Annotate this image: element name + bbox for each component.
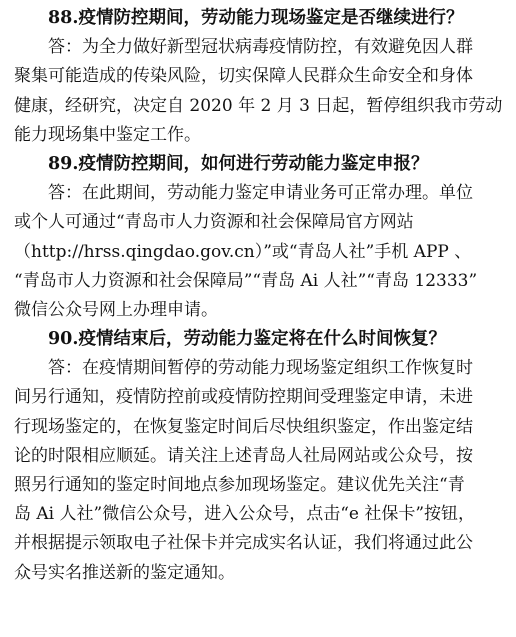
answer-line: 答：为全力做好新型冠状病毒疫情防控，有效避免因人群 (48, 37, 473, 58)
answer-line: 答：在疫情期间暂停的劳动能力现场鉴定组织工作恢复时 (48, 358, 473, 379)
answer-line: “青岛市人力资源和社会保障局”“青岛 Ai 人社”“青岛 12333” (14, 270, 478, 291)
answer-line: 间另行通知，疫情防控前或疫情防控期间受理鉴定申请，未进 (14, 387, 473, 408)
answer-line: 微信公众号网上办理申请。 (14, 299, 218, 320)
answer-line: 答：在此期间，劳动能力鉴定申请业务可正常办理。单位 (48, 183, 473, 204)
question-heading: 90.疫情结束后，劳动能力鉴定将在什么时间恢复？ (48, 329, 446, 350)
qa-89 (14, 150, 502, 325)
answer-line: 岛 Ai 人社”微信公众号，进入公众号，点击“e 社保卡”按钮， (14, 504, 476, 525)
answer-line: 论的时限相应顺延。请关注上述青岛人社局网站或公众号，按 (14, 445, 473, 466)
question-heading: 88.疫情防控期间，劳动能力现场鉴定是否继续进行？ (48, 8, 464, 28)
answer-line: 或个人可通过“青岛市人力资源和社会保障局官方网站 (14, 212, 414, 233)
qa-88 (14, 4, 502, 150)
answer-line: 众号实名推送新的鉴定通知。 (14, 562, 235, 583)
answer-line: 聚集可能造成的传染风险，切实保障人民群众生命安全和身体 (14, 66, 473, 87)
qa-90 (14, 325, 502, 588)
answer-line: 照另行通知的鉴定时间地点参加现场鉴定。建议优先关注“青 (14, 475, 465, 495)
answer-line: 健康，经研究，决定自 2020 年 2 月 3 日起，暂停组织我市劳动 (14, 95, 502, 116)
answer-line: 行现场鉴定的，在恢复鉴定时间后尽快组织鉴定，作出鉴定结 (14, 416, 473, 437)
answer-line: 并根据提示领取电子社保卡并完成实名认证，我们将通过此公 (14, 533, 473, 554)
answer-line: （http://hrss.qingdao.gov.cn）”或“青岛人社”手机 APP 、 (14, 241, 472, 262)
answer-line: 能力现场集中鉴定工作。 (14, 124, 201, 145)
question-heading: 89.疫情防控期间，如何进行劳动能力鉴定申报？ (48, 153, 429, 174)
